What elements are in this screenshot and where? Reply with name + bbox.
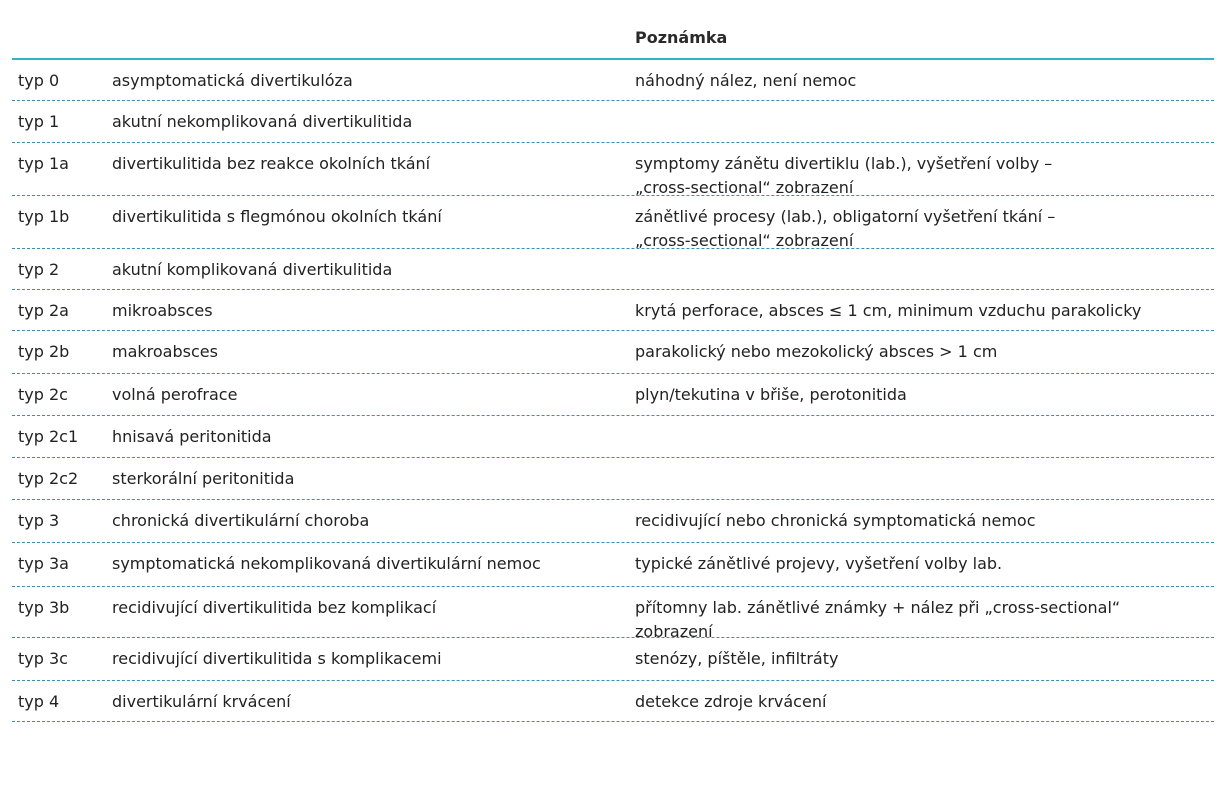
row-type: typ 3 <box>18 511 60 530</box>
row-description: akutní nekomplikovaná divertikulitida <box>112 112 413 131</box>
row-type: typ 2 <box>18 260 60 279</box>
row-description: recidivující divertikulitida bez komplikací <box>112 598 437 617</box>
table-row <box>12 416 1214 458</box>
table-row <box>12 587 1214 641</box>
row-description: mikroabsces <box>112 301 213 320</box>
row-note: symptomy zánětu divertiklu (lab.), vyšetření volby – „cross-sectional“ zobrazení <box>635 154 1053 197</box>
row-type: typ 0 <box>18 71 60 90</box>
table-row <box>12 331 1214 374</box>
row-description: sterkorální peritonitida <box>112 469 295 488</box>
row-type: typ 2c2 <box>18 469 79 488</box>
header-note: Poznámka <box>635 28 728 47</box>
row-note: recidivující nebo chronická symptomatická nemoc <box>635 511 1036 530</box>
row-type: typ 3c <box>18 649 68 668</box>
table-row <box>12 196 1214 249</box>
row-type: typ 4 <box>18 692 60 711</box>
table-row <box>12 60 1214 101</box>
table-row <box>12 101 1214 143</box>
row-type: typ 2c <box>18 385 68 404</box>
row-description: makroabsces <box>112 342 218 361</box>
row-type: typ 3a <box>18 554 69 573</box>
table-row <box>12 374 1214 416</box>
table-row <box>12 543 1214 587</box>
table-row <box>12 143 1214 196</box>
row-type: typ 1a <box>18 154 69 173</box>
row-type: typ 2a <box>18 301 69 320</box>
row-type: typ 1b <box>18 207 70 226</box>
row-note: plyn/tekutina v břiše, perotonitida <box>635 385 907 404</box>
row-note: typické zánětlivé projevy, vyšetření volby lab. <box>635 554 1003 573</box>
row-note: stenózy, píštěle, infiltráty <box>635 649 839 668</box>
table-row <box>12 249 1214 290</box>
table-row <box>12 500 1214 543</box>
row-note: parakolický nebo mezokolický absces > 1 cm <box>635 342 998 361</box>
row-description: akutní komplikovaná divertikulitida <box>112 260 393 279</box>
row-description: volná perofrace <box>112 385 238 404</box>
row-type: typ 2b <box>18 342 70 361</box>
row-note: přítomny lab. zánětlivé známky + nález při „cross-sectional“ zobrazení <box>635 598 1121 641</box>
table-header <box>12 14 1214 60</box>
row-description: divertikulitida s flegmónou okolních tkání <box>112 207 442 226</box>
table-row <box>12 681 1214 722</box>
row-note: detekce zdroje krvácení <box>635 692 827 711</box>
classification-table <box>12 14 1214 722</box>
table-row <box>12 458 1214 500</box>
row-description: divertikulární krvácení <box>112 692 291 711</box>
row-description: recidivující divertikulitida s komplikacemi <box>112 649 442 668</box>
row-description: chronická divertikulární choroba <box>112 511 370 530</box>
row-description: hnisavá peritonitida <box>112 427 272 446</box>
table-row <box>12 290 1214 331</box>
row-description: divertikulitida bez reakce okolních tkání <box>112 154 431 173</box>
table-body <box>12 60 1214 722</box>
row-note: náhodný nález, není nemoc <box>635 71 857 90</box>
row-note: krytá perforace, absces ≤ 1 cm, minimum vzduchu parakolicky <box>635 301 1142 320</box>
row-note: zánětlivé procesy (lab.), obligatorní vyšetření tkání – „cross-sectional“ zobrazení <box>635 207 1056 250</box>
row-description: asymptomatická divertikulóza <box>112 71 353 90</box>
table-row <box>12 638 1214 681</box>
row-type: typ 2c1 <box>18 427 79 446</box>
row-description: symptomatická nekomplikovaná divertikulární nemoc <box>112 554 541 573</box>
row-type: typ 3b <box>18 598 70 617</box>
row-type: typ 1 <box>18 112 60 131</box>
